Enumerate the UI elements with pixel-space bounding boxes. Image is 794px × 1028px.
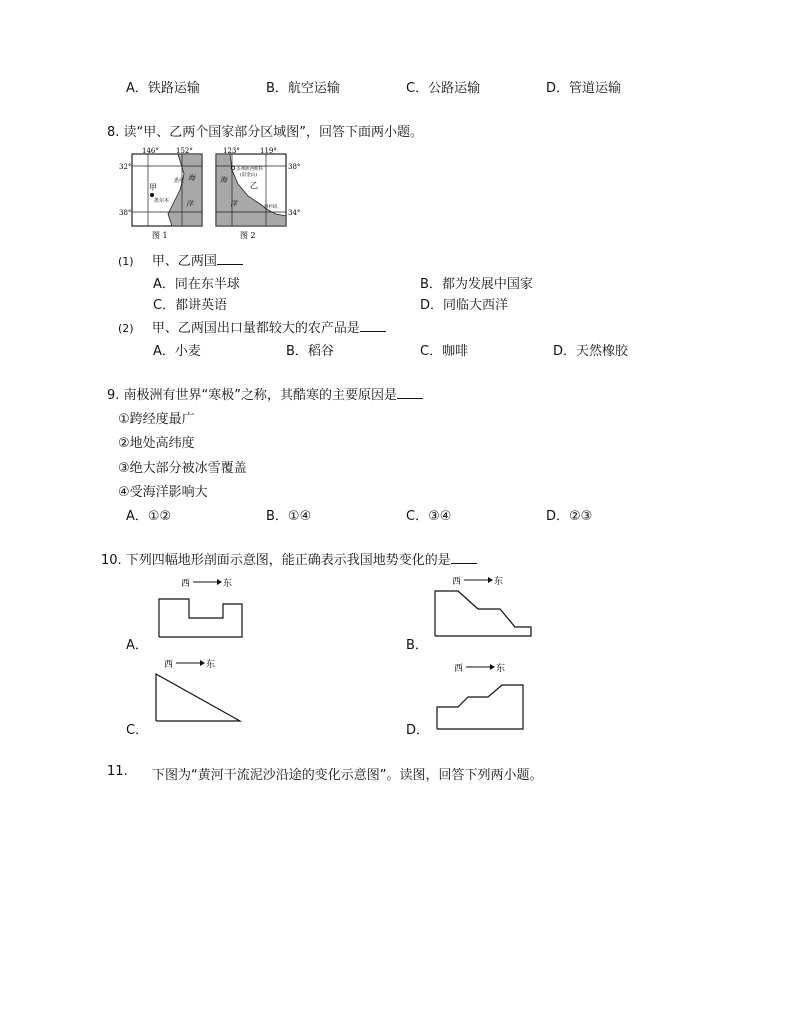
q8-figure-1: [118, 144, 210, 242]
fig1-lat-bottom: 38°: [119, 209, 132, 217]
fig2-city-sf-sub: (旧金山): [240, 173, 258, 178]
q8-sub2: [118, 317, 386, 336]
fig1-lon-left: 146°: [142, 147, 159, 155]
q10-profile-d: [432, 659, 532, 731]
q9-item-2: ②地处高纬度: [118, 436, 195, 451]
fig1-caption: 图 1: [152, 231, 168, 240]
q8-sub1-num: (1): [118, 255, 134, 268]
fig1-ocean-label: 洋: [186, 200, 193, 208]
q7-option-d: D．管道运输: [546, 81, 622, 96]
q9-option-a: A．①②: [126, 509, 172, 524]
fig2-lat-bottom: 34°: [288, 209, 301, 217]
q7-option-a: A．铁路运输: [126, 81, 200, 96]
q9-item-4: ④受海洋影响大: [118, 485, 208, 500]
fig2-lat-top: 38°: [288, 163, 301, 171]
q10-profile-c: [152, 655, 252, 725]
q8-sub2-option-d: D．天然橡胶: [553, 344, 629, 359]
fig1-city-melbourne: 墨尔本: [154, 198, 170, 204]
q7-option-b: B．航空运输: [266, 81, 340, 96]
fig1-lat-top: 32°: [119, 163, 132, 171]
profile-a-west: 西: [181, 579, 191, 589]
q8-sub2-stem: 甲、乙两国出口量都较大的农产品是: [151, 321, 360, 336]
q9-item-1: ①跨经度最广: [118, 412, 195, 427]
fig2-lon-right: 119°: [260, 147, 277, 155]
fig2-city-sf: 圣弗朗西斯科: [236, 167, 263, 172]
q10-stem: 10. 下列四幅地形剖面示意图，能正确表示我国地势变化的是: [101, 553, 451, 568]
profile-d-east: 东: [496, 664, 506, 674]
fig2-lon-left: 123°: [223, 147, 240, 155]
q10-profile-b: [430, 572, 540, 642]
q8-sub1-option-a: A．同在东半球: [153, 277, 240, 292]
fig2-ocean-label: 洋: [230, 200, 237, 208]
fig2-caption: 图 2: [240, 231, 256, 240]
fig1-sea-label: 海: [188, 174, 195, 182]
q10-blank: [451, 551, 477, 564]
q11-stem: 下图为“黄河干流泥沙沿途的变化示意图”。读图，回答下列两小题。: [152, 768, 543, 783]
q8-stem: 8. 读“甲、乙两个国家部分区域图”，回答下面两小题。: [107, 125, 424, 140]
q9-option-c: C．③④: [406, 509, 452, 524]
fig1-city-sydney: 悉尼: [174, 178, 185, 184]
fig1-country-label: 甲: [149, 183, 157, 192]
q8-figure-2: [210, 144, 304, 242]
q10-profile-a: [155, 574, 255, 644]
q8-sub1-option-b: B．都为发展中国家: [420, 277, 533, 292]
q9-stem-line: [107, 384, 423, 403]
q10-option-a: A．: [126, 638, 148, 653]
fig1-lon-right: 152°: [176, 147, 193, 155]
q8-sub1-blank: [217, 252, 243, 265]
q10-option-b: B．: [406, 638, 428, 653]
profile-c-west: 西: [164, 660, 174, 670]
q8-sub1-stem: 甲、乙两国: [151, 254, 217, 269]
q9-stem: 9. 南极洲有世界“寒极”之称，其酷寒的主要原因是: [107, 388, 398, 403]
q9-item-3: ③绝大部分被冰雪覆盖: [118, 461, 247, 476]
profile-c-east: 东: [206, 660, 216, 670]
q8-sub2-blank: [360, 319, 386, 332]
q11-num: 11.: [107, 764, 128, 779]
q8-sub2-option-b: B．稻谷: [286, 344, 334, 359]
profile-a-east: 东: [223, 579, 233, 589]
q7-option-c: C．公路运输: [406, 81, 481, 96]
profile-b-west: 西: [452, 577, 462, 587]
fig2-city-la: 洛杉矶: [264, 205, 278, 210]
profile-d-west: 西: [454, 664, 464, 674]
q8-sub1: [118, 250, 243, 269]
q9-option-d: D．②③: [546, 509, 593, 524]
q8-sub2-option-c: C．咖啡: [420, 344, 469, 359]
q8-sub2-option-a: A．小麦: [153, 344, 201, 359]
q9-blank: [397, 386, 423, 399]
fig2-sea-label: 海: [220, 176, 227, 184]
q8-sub2-num: (2): [118, 322, 134, 335]
q10-option-d: D．: [406, 723, 430, 738]
q9-option-b: B．①④: [266, 509, 312, 524]
q8-sub1-option-c: C．都讲英语: [153, 298, 228, 313]
profile-b-east: 东: [494, 577, 504, 587]
q10-option-c: C．: [126, 723, 149, 738]
q10-stem-line: [101, 549, 477, 568]
fig2-country-label: 乙: [250, 181, 258, 190]
q8-sub1-option-d: D．同临大西洋: [420, 298, 509, 313]
